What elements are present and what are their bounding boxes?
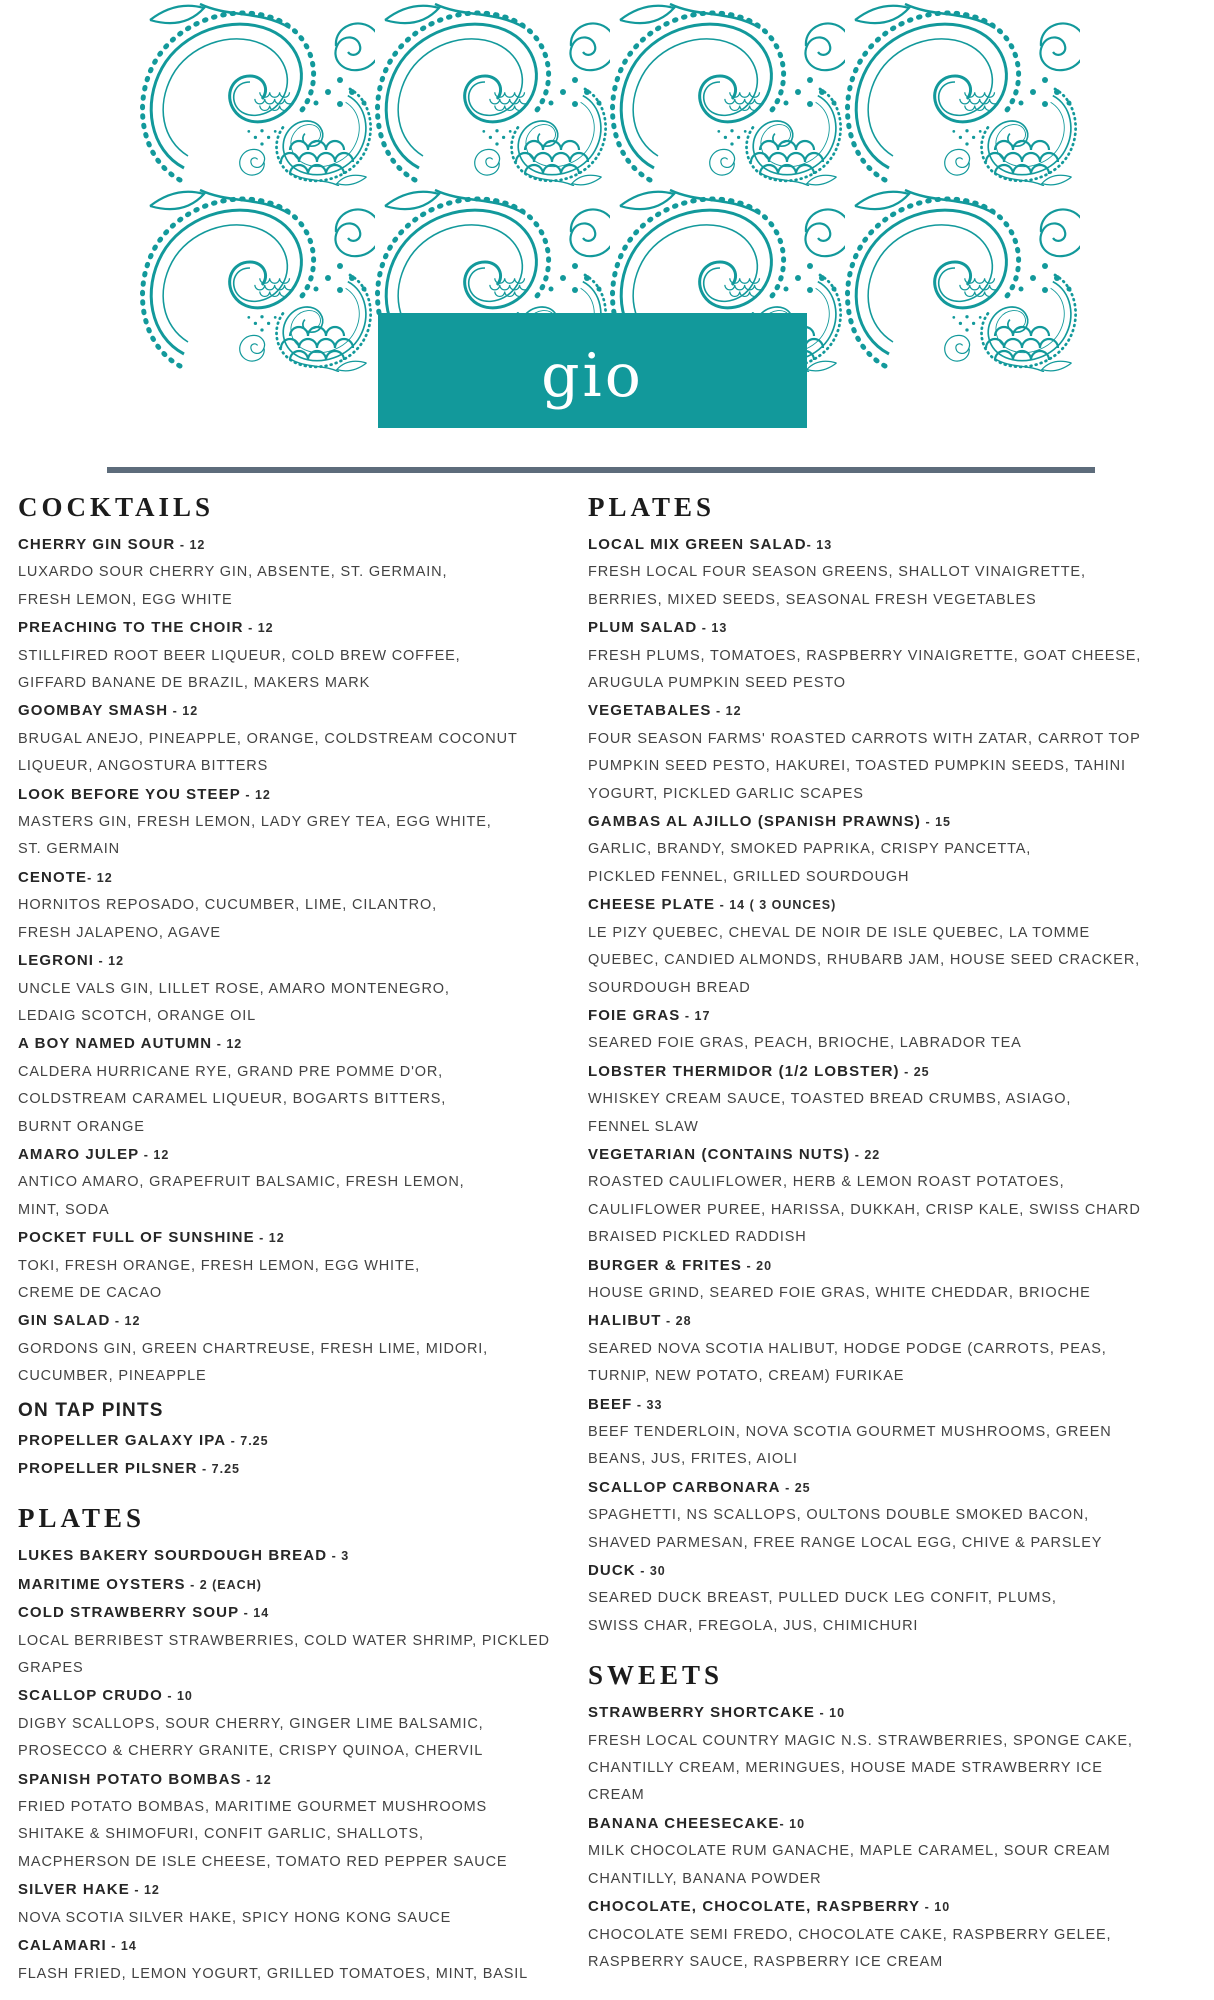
item-desc-line: HOUSE GRIND, SEARED FOIE GRAS, WHITE CHEDDAR, BRIOCHE [588, 1284, 1091, 1301]
item-name: FOIE GRAS [588, 1006, 681, 1024]
section-heading: PLATES [588, 492, 716, 522]
item-price: - 12 [254, 1231, 285, 1246]
item-desc-line: MINT, SODA [18, 1201, 110, 1218]
item-description [588, 1169, 1204, 1251]
item-price: - 12 [212, 1037, 243, 1052]
item-price: - 25 [780, 1480, 811, 1495]
item-name: CHERRY GIN SOUR [18, 536, 176, 553]
item-description [18, 1169, 584, 1224]
item-desc-line: PICKLED FENNEL, GRILLED SOURDOUGH [588, 868, 910, 885]
item-price: - 12 [243, 621, 274, 636]
item-desc-line: COLDSTREAM CARAMEL LIQUEUR, BOGARTS BITTERS, [18, 1091, 447, 1108]
item-desc-line: BEANS, JUS, FRITES, AIOLI [588, 1451, 798, 1468]
item-desc-line: PROSECCO & CHERRY GRANITE, CRISPY QUINOA, CHERVIL [18, 1743, 484, 1760]
item-desc-line: SWISS CHAR, FREGOLA, JUS, CHIMICHURI [588, 1617, 919, 1634]
item-name-line [588, 531, 1204, 559]
item-name: CALAMARI [18, 1937, 107, 1955]
item-description [18, 976, 584, 1031]
menu-column-left [18, 490, 584, 1988]
menu-item [18, 1224, 584, 1307]
item-name-line [588, 614, 1204, 642]
section-items [588, 1699, 1204, 1976]
menu-section [18, 1396, 584, 1484]
menu-item [18, 1030, 584, 1141]
item-desc-line: RASPBERRY SAUCE, RASPBERRY ICE CREAM [588, 1953, 944, 1970]
item-name-line [588, 1002, 1204, 1030]
divider-line [107, 467, 1095, 473]
menu-section [588, 490, 1204, 1640]
item-desc-line: SEARED DUCK BREAST, PULLED DUCK LEG CONFIT, PLUMS, [588, 1590, 1057, 1607]
menu-item [588, 1810, 1204, 1893]
item-price: - 10 [779, 1816, 806, 1831]
item-name: PLUM SALAD [588, 619, 698, 637]
section-items [588, 531, 1204, 1640]
item-price: - 3 [327, 1549, 350, 1564]
item-name-line [18, 1141, 584, 1169]
item-description [18, 809, 584, 864]
item-price: - 12 [711, 704, 742, 719]
item-name-line [18, 864, 584, 892]
section-items [18, 531, 584, 1391]
item-name-line [18, 1932, 584, 1960]
item-desc-line: CAULIFLOWER PUREE, HARISSA, DUKKAH, CRISP KALE, SWISS CHARD [588, 1201, 1141, 1218]
item-desc-line: LIQUEUR, ANGOSTURA BITTERS [18, 758, 269, 775]
item-description [588, 643, 1204, 698]
menu-item [588, 1391, 1204, 1474]
item-desc-line: CREME DE CACAO [18, 1284, 163, 1301]
item-price: - 7.25 [197, 1462, 240, 1476]
section-heading: COCKTAILS [18, 492, 215, 522]
item-desc-line: LOCAL BERRIBEST STRAWBERRIES, COLD WATER SHRIMP, PICKLED [18, 1632, 550, 1649]
item-price: - 17 [680, 1008, 711, 1023]
item-name: BURGER & FRITES [588, 1256, 743, 1274]
menu-item [18, 947, 584, 1030]
menu-item [588, 1141, 1204, 1252]
item-description [18, 1711, 584, 1766]
item-desc-line: ROASTED CAULIFLOWER, HERB & LEMON ROAST POTATOES, [588, 1174, 1065, 1191]
item-name: BANANA CHEESECAKE [588, 1814, 780, 1832]
item-description [588, 1502, 1204, 1557]
logo-text: gio [541, 340, 644, 411]
menu-item [18, 1455, 584, 1483]
item-price: - 12 [175, 538, 206, 552]
item-description [18, 643, 584, 698]
menu-item [588, 808, 1204, 891]
menu-item [18, 1932, 584, 1988]
item-price: - 12 [129, 1883, 160, 1898]
item-name: MARITIME OYSTERS [18, 1575, 186, 1593]
item-desc-line: WHISKEY CREAM SAUCE, TOASTED BREAD CRUMBS, ASIAGO, [588, 1091, 1072, 1108]
item-name-line [588, 891, 1204, 919]
item-desc-line: LE PIZY QUEBEC, CHEVAL DE NOIR DE ISLE QUEBEC, LA TOMME [588, 924, 1091, 941]
item-price: - 12 [110, 1314, 141, 1329]
item-price: - 33 [632, 1397, 663, 1412]
item-desc-line: FRIED POTATO BOMBAS, MARITIME GOURMET MUSHROOMS [18, 1799, 488, 1816]
menu-item [588, 1893, 1204, 1976]
item-name-line [588, 1699, 1204, 1727]
item-price: - 12 [168, 704, 199, 719]
item-description [588, 836, 1204, 891]
item-price: - 14 [106, 1939, 137, 1954]
item-desc-line: FRESH JALAPENO, AGAVE [18, 924, 221, 941]
item-price: - 10 [162, 1689, 193, 1704]
item-name-line [18, 1427, 584, 1455]
menu-item [18, 864, 584, 947]
item-description [588, 1585, 1204, 1640]
section-items [18, 1427, 584, 1484]
item-description [588, 1922, 1204, 1977]
item-desc-line: FRESH LEMON, EGG WHITE [18, 591, 233, 608]
item-name-line [18, 1455, 584, 1483]
section-heading: ON TAP PINTS [18, 1399, 164, 1421]
menu-item [18, 1876, 584, 1932]
item-desc-line: CHOCOLATE SEMI FREDO, CHOCOLATE CAKE, RASPBERRY GELEE, [588, 1926, 1112, 1943]
item-price: - 20 [742, 1258, 773, 1273]
item-description [18, 1961, 584, 1988]
item-name-line [588, 808, 1204, 836]
item-description [18, 1628, 584, 1683]
item-price: - 13 [806, 538, 833, 552]
menu-item [18, 1571, 584, 1599]
item-price: - 14 ( 3 OUNCES) [715, 898, 837, 913]
item-name: SCALLOP CRUDO [18, 1687, 163, 1705]
menu-item [18, 531, 584, 614]
item-name-line [588, 1307, 1204, 1335]
menu-item [18, 1682, 584, 1765]
item-name: CHEESE PLATE [588, 896, 716, 914]
item-description [18, 892, 584, 947]
item-name-line [588, 1391, 1204, 1419]
item-desc-line: CUCUMBER, PINEAPPLE [18, 1368, 207, 1385]
section-heading: SWEETS [588, 1660, 724, 1691]
item-name-line [18, 1766, 584, 1794]
item-name: AMARO JULEP [18, 1145, 140, 1163]
item-name: POCKET FULL OF SUNSHINE [18, 1229, 255, 1247]
item-description [588, 559, 1204, 614]
item-price: - 14 [239, 1606, 270, 1621]
item-name-line [588, 1893, 1204, 1921]
item-name: GAMBAS AL AJILLO (SPANISH PRAWNS) [588, 813, 921, 831]
menu-item [588, 1002, 1204, 1058]
item-desc-line: FENNEL SLAW [588, 1118, 699, 1135]
item-price: - 15 [920, 815, 951, 830]
item-description [588, 1336, 1204, 1391]
item-description [588, 920, 1204, 1002]
item-desc-line: MILK CHOCOLATE RUM GANACHE, MAPLE CARAMEL, SOUR CREAM [588, 1843, 1111, 1860]
item-name-line [588, 1557, 1204, 1585]
item-name: COLD STRAWBERRY SOUP [18, 1604, 240, 1622]
item-description [588, 1030, 1204, 1057]
item-desc-line: SOURDOUGH BREAD [588, 979, 751, 996]
item-name: SPANISH POTATO BOMBAS [18, 1770, 242, 1788]
section-items [18, 1542, 584, 1988]
item-desc-line: LEDAIG SCOTCH, ORANGE OIL [18, 1007, 256, 1024]
item-name: PREACHING TO THE CHOIR [18, 619, 244, 637]
item-desc-line: QUEBEC, CANDIED ALMONDS, RHUBARB JAM, HOUSE SEED CRACKER, [588, 952, 1141, 969]
item-desc-line: ARUGULA PUMPKIN SEED PESTO [588, 675, 846, 692]
item-name-line [18, 1030, 584, 1058]
item-name-line [18, 1571, 584, 1599]
item-desc-line: BERRIES, MIXED SEEDS, SEASONAL FRESH VEGETABLES [588, 591, 1037, 608]
item-desc-line: LUXARDO SOUR CHERRY GIN, ABSENTE, ST. GERMAIN, [18, 564, 448, 581]
menu-item [588, 1557, 1204, 1640]
item-name-line [18, 781, 584, 809]
item-name-line [18, 697, 584, 725]
item-description [588, 1419, 1204, 1474]
item-price: - 13 [697, 621, 728, 636]
item-desc-line: GARLIC, BRANDY, SMOKED PAPRIKA, CRISPY PANCETTA, [588, 841, 1032, 858]
item-name-line [588, 1058, 1204, 1086]
item-desc-line: SPAGHETTI, NS SCALLOPS, OULTONS DOUBLE SMOKED BACON, [588, 1507, 1090, 1524]
item-desc-line: SEARED FOIE GRAS, PEACH, BRIOCHE, LABRADOR TEA [588, 1035, 1022, 1052]
item-description [18, 1336, 584, 1391]
item-name: CHOCOLATE, CHOCOLATE, RASPBERRY [588, 1898, 921, 1916]
item-price: - 12 [87, 870, 113, 885]
item-description [18, 726, 584, 781]
item-name-line [18, 1307, 584, 1335]
item-price: - 12 [139, 1147, 170, 1162]
item-name: LOCAL MIX GREEN SALAD [588, 536, 807, 553]
item-desc-line: GORDONS GIN, GREEN CHARTREUSE, FRESH LIME, MIDORI, [18, 1340, 489, 1357]
item-name-line [18, 1542, 584, 1570]
section-heading: PLATES [18, 1503, 146, 1534]
item-name: LEGRONI [18, 952, 95, 970]
item-price: - 28 [661, 1314, 692, 1329]
item-desc-line: SEARED NOVA SCOTIA HALIBUT, HODGE PODGE (CARROTS, PEAS, [588, 1340, 1107, 1357]
item-description [18, 1905, 584, 1932]
item-name: GOOMBAY SMASH [18, 702, 169, 720]
menu-section [18, 1501, 584, 1988]
item-name: CENOTE [18, 868, 88, 886]
item-description [588, 726, 1204, 808]
item-name-line [588, 1141, 1204, 1169]
item-desc-line: GIFFARD BANANE DE BRAZIL, MAKERS MARK [18, 675, 371, 692]
item-desc-line: BEEF TENDERLOIN, NOVA SCOTIA GOURMET MUSHROOMS, GREEN [588, 1424, 1112, 1440]
item-desc-line: GRAPES [18, 1660, 84, 1677]
item-name-line [588, 1252, 1204, 1280]
item-price: - 12 [240, 787, 271, 802]
item-name: BEEF [588, 1395, 633, 1413]
menu-item [588, 1307, 1204, 1390]
menu-column-right [588, 490, 1204, 1976]
item-desc-line: BURNT ORANGE [18, 1118, 145, 1135]
item-desc-line: SHITAKE & SHIMOFURI, CONFIT GARLIC, SHALLOTS, [18, 1826, 424, 1843]
menu-item [588, 697, 1204, 808]
item-price: - 12 [94, 954, 125, 969]
menu-item [18, 1141, 584, 1224]
item-price: - 22 [850, 1147, 881, 1162]
menu-item [588, 1058, 1204, 1141]
item-name: DUCK [588, 1562, 636, 1580]
menu-item [18, 1427, 584, 1455]
item-desc-line: FRESH LOCAL COUNTRY MAGIC N.S. STRAWBERRIES, SPONGE CAKE, [588, 1732, 1133, 1749]
menu-item [18, 1599, 584, 1682]
menu-item [18, 614, 584, 697]
item-price: - 12 [241, 1772, 272, 1787]
menu-item [18, 697, 584, 780]
item-desc-line: ST. GERMAIN [18, 841, 120, 858]
item-name: LOOK BEFORE YOU STEEP [18, 785, 241, 803]
item-desc-line: FLASH FRIED, LEMON YOGURT, GRILLED TOMATOES, MINT, BASIL [18, 1965, 529, 1982]
item-desc-line: TOKI, FRESH ORANGE, FRESH LEMON, EGG WHITE, [18, 1257, 421, 1274]
menu-item [588, 891, 1204, 1002]
item-desc-line: SHAVED PARMESAN, FREE RANGE LOCAL EGG, CHIVE & PARSLEY [588, 1534, 1103, 1551]
menu-item [18, 1542, 584, 1570]
item-name: A BOY NAMED AUTUMN [18, 1035, 213, 1053]
item-name: HALIBUT [588, 1312, 662, 1330]
item-name-line [18, 614, 584, 642]
item-description [588, 1086, 1204, 1141]
item-desc-line: CALDERA HURRICANE RYE, GRAND PRE POMME D'OR, [18, 1063, 444, 1080]
item-price: - 10 [920, 1900, 951, 1915]
menu-item [588, 614, 1204, 697]
item-name: LOBSTER THERMIDOR (1/2 LOBSTER) [588, 1062, 900, 1080]
menu-item [588, 1699, 1204, 1810]
item-description [18, 1059, 584, 1141]
item-desc-line: NOVA SCOTIA SILVER HAKE, SPICY HONG KONG SAUCE [18, 1909, 452, 1926]
item-price: - 25 [899, 1064, 930, 1079]
item-desc-line: CHANTILLY, BANANA POWDER [588, 1870, 822, 1887]
item-description [588, 1280, 1204, 1307]
item-description [588, 1838, 1204, 1893]
item-name-line [18, 531, 584, 559]
item-name-line [588, 1474, 1204, 1502]
item-desc-line: BRUGAL ANEJO, PINEAPPLE, ORANGE, COLDSTREAM COCONUT [18, 730, 518, 747]
item-desc-line: PUMPKIN SEED PESTO, HAKUREI, TOASTED PUMPKIN SEEDS, TAHINI [588, 758, 1126, 775]
item-name-line [18, 1682, 584, 1710]
item-desc-line: CHANTILLY CREAM, MERINGUES, HOUSE MADE STRAWBERRY ICE [588, 1760, 1103, 1777]
item-desc-line: MACPHERSON DE ISLE CHEESE, TOMATO RED PEPPER SAUCE [18, 1853, 508, 1870]
item-desc-line: BRAISED PICKLED RADDISH [588, 1229, 807, 1246]
item-desc-line: ANTICO AMARO, GRAPEFRUIT BALSAMIC, FRESH LEMON, [18, 1174, 465, 1191]
menu-item [18, 781, 584, 864]
item-description [588, 1728, 1204, 1810]
menu-item [18, 1766, 584, 1877]
item-name: VEGETABALES [588, 702, 712, 720]
item-name: SILVER HAKE [18, 1881, 130, 1899]
item-desc-line: YOGURT, PICKLED GARLIC SCAPES [588, 785, 864, 802]
logo-box [378, 313, 807, 428]
item-desc-line: UNCLE VALS GIN, LILLET ROSE, AMARO MONTENEGRO, [18, 980, 450, 997]
item-desc-line: TURNIP, NEW POTATO, CREAM) FURIKAE [588, 1368, 905, 1385]
item-name-line [18, 947, 584, 975]
item-price: - 30 [635, 1564, 666, 1579]
item-desc-line: FRESH PLUMS, TOMATOES, RASPBERRY VINAIGRETTE, GOAT CHEESE, [588, 647, 1142, 664]
menu-section [588, 1658, 1204, 1976]
item-name-line [18, 1224, 584, 1252]
item-price: - 2 (EACH) [185, 1577, 262, 1592]
menu-item [18, 1307, 584, 1390]
item-name: PROPELLER GALAXY IPA [18, 1431, 227, 1449]
item-name: GIN SALAD [18, 1312, 111, 1330]
item-desc-line: CREAM [588, 1787, 645, 1804]
item-name: STRAWBERRY SHORTCAKE [588, 1704, 816, 1722]
item-description [18, 1794, 584, 1876]
item-desc-line: FOUR SEASON FARMS' ROASTED CARROTS WITH ZATAR, CARROT TOP [588, 730, 1141, 747]
item-desc-line: HORNITOS REPOSADO, CUCUMBER, LIME, CILANTRO, [18, 897, 438, 914]
item-name: PROPELLER PILSNER [18, 1460, 198, 1477]
item-price: - 7.25 [226, 1433, 269, 1448]
item-description [18, 559, 584, 614]
item-name: SCALLOP CARBONARA [588, 1478, 781, 1496]
menu-item [588, 1252, 1204, 1308]
item-price: - 10 [815, 1706, 846, 1721]
item-name-line [18, 1599, 584, 1627]
item-name: LUKES BAKERY SOURDOUGH BREAD [18, 1547, 328, 1565]
item-name: VEGETARIAN (CONTAINS NUTS) [588, 1145, 851, 1163]
item-name-line [18, 1876, 584, 1904]
menu-item [588, 1474, 1204, 1557]
item-description [18, 1253, 584, 1308]
item-desc-line: DIGBY SCALLOPS, SOUR CHERRY, GINGER LIME BALSAMIC, [18, 1715, 484, 1732]
item-name-line [588, 697, 1204, 725]
menu-item [588, 531, 1204, 614]
item-name-line [588, 1810, 1204, 1838]
item-desc-line: STILLFIRED ROOT BEER LIQUEUR, COLD BREW COFFEE, [18, 647, 461, 664]
menu-section [18, 490, 584, 1391]
item-desc-line: FRESH LOCAL FOUR SEASON GREENS, SHALLOT VINAIGRETTE, [588, 564, 1086, 581]
item-desc-line: MASTERS GIN, FRESH LEMON, LADY GREY TEA, EGG WHITE, [18, 814, 492, 831]
